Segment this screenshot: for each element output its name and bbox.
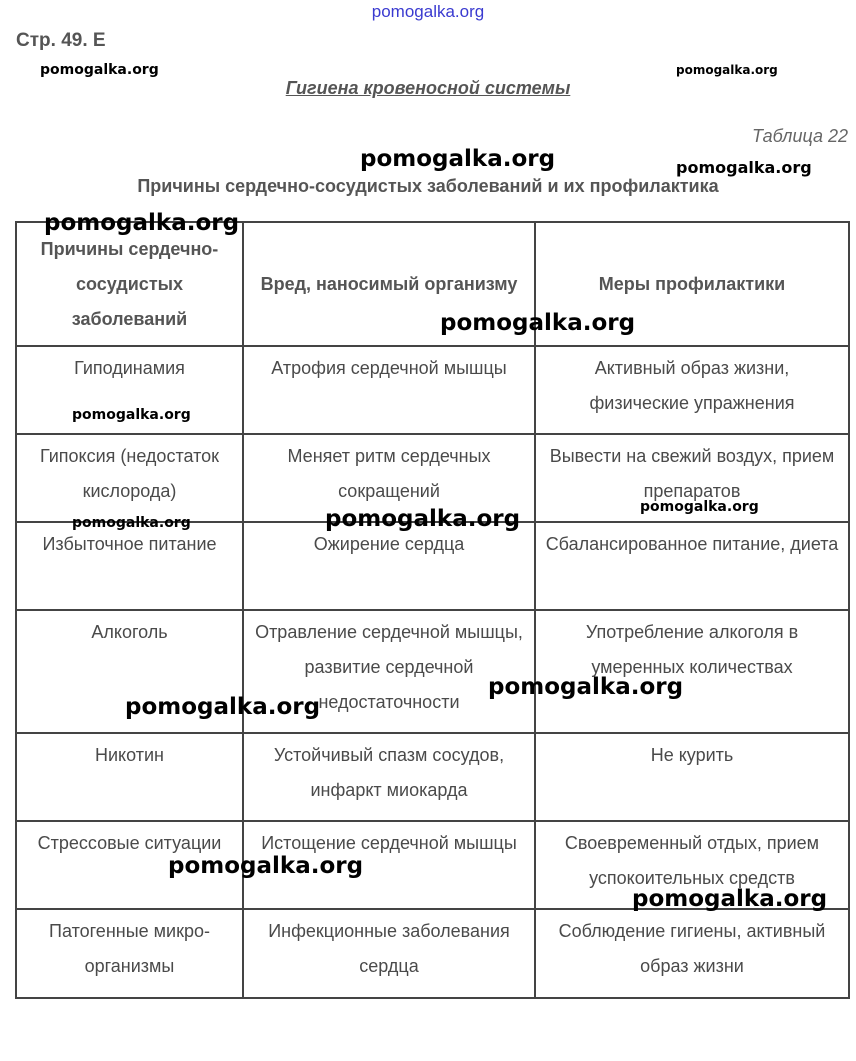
cell-harm: Инфекционные заболевания сердца (243, 909, 535, 998)
cell-harm: Отравление сердечной мышцы, развитие сердечной недостаточности (243, 610, 535, 733)
cell-cause: Гипоксия (недостаток кислорода) (16, 434, 243, 522)
cell-harm: Ожирение сердца (243, 522, 535, 610)
cell-prevention: Соблюдение гигиены, активный образ жизни (535, 909, 849, 998)
page-label: Стр. 49. Е (16, 30, 106, 51)
header-prevention: Меры профилактики (535, 222, 849, 346)
watermark: pomogalka.org (640, 499, 759, 515)
watermark: pomogalka.org (168, 853, 364, 879)
watermark: pomogalka.org (125, 694, 321, 720)
page-title-text: Гигиена кровеносной системы (285, 78, 571, 98)
cell-harm: Устойчивый спазм сосудов, инфаркт миокарда (243, 733, 535, 821)
prevention-table (15, 221, 850, 999)
table-header-row (16, 222, 849, 346)
cell-cause: Гиподинамия (16, 346, 243, 434)
table-row (16, 733, 849, 821)
cell-prevention: Вывести на свежий воздух, прием препаратов (535, 434, 849, 522)
cell-cause: Стрессовые ситуации (16, 821, 243, 909)
table-caption: Причины сердечно-сосудистых заболеваний и их профилактика (137, 176, 719, 196)
watermark: pomogalka.org (488, 674, 684, 700)
table-row (16, 522, 849, 610)
watermark: pomogalka.org (72, 515, 191, 531)
cell-prevention: Сбалансированное питание, диета (535, 522, 849, 610)
cell-cause: Избыточное питание (16, 522, 243, 610)
cell-cause: Патогенные микро-организмы (16, 909, 243, 998)
watermark: pomogalka.org (360, 146, 556, 172)
page-title (0, 78, 856, 99)
watermark: pomogalka.org (325, 506, 521, 532)
cell-harm: Истощение сердечной мышцы (243, 821, 535, 909)
watermark: pomogalka.org (40, 62, 159, 78)
cell-prevention: Не курить (535, 733, 849, 821)
table-row (16, 909, 849, 998)
cell-cause: Алкоголь (16, 610, 243, 733)
cell-prevention: Своевременный отдых, прием успокоительных средств (535, 821, 849, 909)
watermark: pomogalka.org (632, 886, 828, 912)
header-causes: Причины сердечно-сосудистых заболеваний (16, 222, 243, 346)
watermark: pomogalka.org (72, 407, 191, 423)
site-link[interactable]: pomogalka.org (371, 2, 485, 21)
cell-harm: Меняет ритм сердечных сокращений (243, 434, 535, 522)
header-harm: Вред, наносимый организму (243, 222, 535, 346)
watermark: pomogalka.org (44, 210, 240, 236)
table-number: Таблица 22 (751, 126, 848, 146)
cell-prevention: Употребление алкоголя в умеренных количествах (535, 610, 849, 733)
watermark: pomogalka.org (440, 310, 636, 336)
cell-prevention: Активный образ жизни, физические упражнения (535, 346, 849, 434)
cell-harm: Атрофия сердечной мышцы (243, 346, 535, 434)
cell-cause: Никотин (16, 733, 243, 821)
watermark: pomogalka.org (676, 63, 778, 77)
watermark: pomogalka.org (676, 158, 812, 177)
